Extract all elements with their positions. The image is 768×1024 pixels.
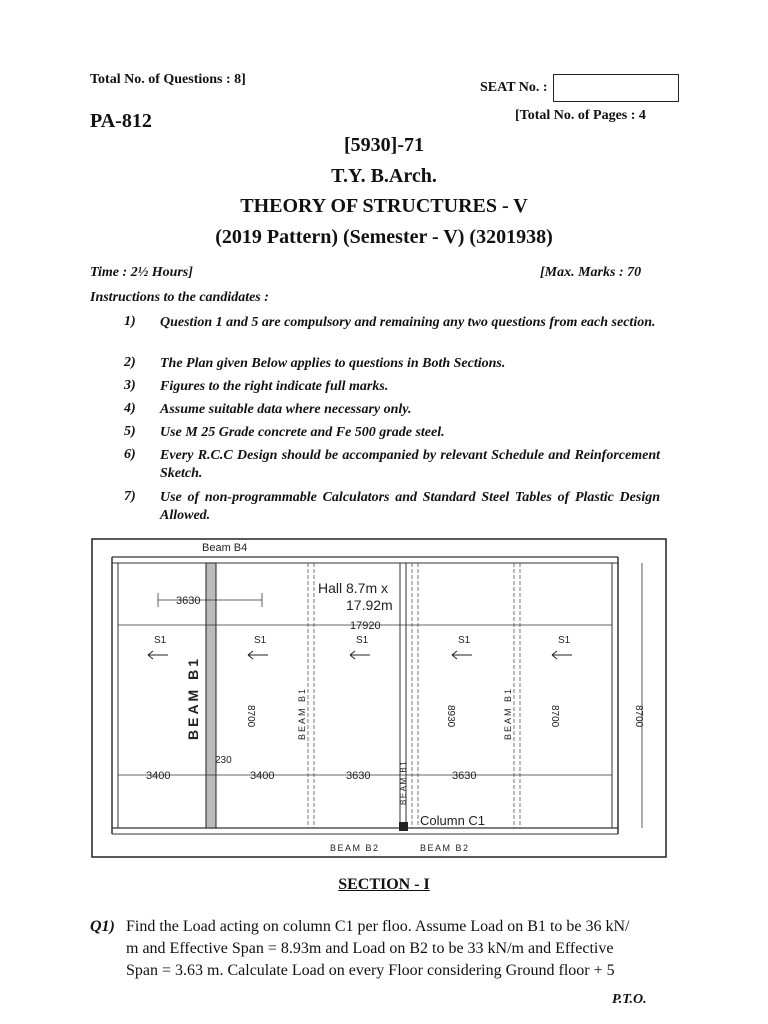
dim-8930: 8930 [445,705,456,728]
instruction-text: The Plan given Below applies to questions in Both Sections. [160,356,506,371]
instruction-text: Every R.C.C Design should be accompanied by relevant Schedule and Reinforcement Sketch. [160,448,660,481]
slab-label: S1 [254,635,267,646]
hall-label-line2: 17.92m [346,597,393,613]
question-line: Find the Load acting on column C1 per floo. Assume Load on B1 to be 36 kN/ [126,918,630,935]
dim-8700: 8700 [633,705,644,728]
beam-b2-label: BEAM B2 [420,843,470,853]
question-text [126,916,666,982]
total-pages: [Total No. of Pages : 4 [515,108,646,123]
course-name: T.Y. B.Arch. [331,165,437,187]
slab-label: S1 [458,635,471,646]
dim-3630: 3630 [452,770,477,782]
section-heading: SECTION - I [338,876,430,893]
hall-label-line1: Hall 8.7m x [318,580,389,596]
paper-code: PA-812 [90,110,152,132]
instruction-number: 4) [124,401,136,416]
dim-8700: 8700 [245,705,256,728]
column-c1-label: Column C1 [420,813,486,828]
dim-8700: 8700 [549,705,560,728]
slab-label: S1 [558,635,571,646]
instruction-number: 7) [124,489,136,504]
question-number: Q1) [90,918,115,935]
max-marks: [Max. Marks : 70 [540,265,642,280]
dim-3630: 3630 [346,770,371,782]
instruction-text: Figures to the right indicate full marks. [160,379,389,394]
time-label: Time : 2½ Hours] [90,265,193,280]
slab-label: S1 [154,635,167,646]
beam-b1-label: BEAM B1 [399,759,408,805]
question-line: Span = 3.63 m. Calculate Load on every Floor considering Ground floor + 5 [126,962,615,979]
dim-3630-top: 3630 [176,595,201,607]
instructions-heading: Instructions to the candidates : [90,290,269,305]
paper-number: [5930]-71 [344,134,424,156]
beam-b1-label: BEAM B1 [503,686,513,740]
floor-plan [90,535,670,861]
beam-b1-large-label: BEAM B1 [185,655,201,740]
dim-3400: 3400 [250,770,275,782]
total-questions: Total No. of Questions : 8] [90,72,246,87]
instruction-text: Use M 25 Grade concrete and Fe 500 grade steel. [160,425,445,440]
instruction-text: Assume suitable data where necessary only. [160,402,412,417]
beam-b2-label: BEAM B2 [330,843,380,853]
dim-3400: 3400 [146,770,171,782]
slab-label: S1 [356,635,369,646]
instruction-number: 6) [124,447,136,462]
instruction-number: 5) [124,424,136,439]
question-line: m and Effective Span = 8.93m and Load on B2 to be 33 kN/m and Effective [126,940,614,957]
dim-17920: 17920 [350,620,381,632]
pattern-line: (2019 Pattern) (Semester - V) (3201938) [215,226,553,248]
subject-title: THEORY OF STRUCTURES - V [240,195,528,217]
beam-b1-label: BEAM B1 [297,686,307,740]
seat-label: SEAT No. : [480,80,548,96]
instruction-number: 3) [124,378,136,393]
dim-230: 230 [215,755,232,766]
page-turn-note: P.T.O. [612,992,647,1007]
beam-b4-label: Beam B4 [202,542,248,554]
instruction-text: Question 1 and 5 are compulsory and remaining any two questions from each section. [160,315,656,330]
instruction-number: 2) [124,355,136,370]
instruction-number: 1) [124,314,136,329]
instruction-text: Use of non-programmable Calculators and Standard Steel Tables of Plastic Design Allowed. [160,490,660,523]
